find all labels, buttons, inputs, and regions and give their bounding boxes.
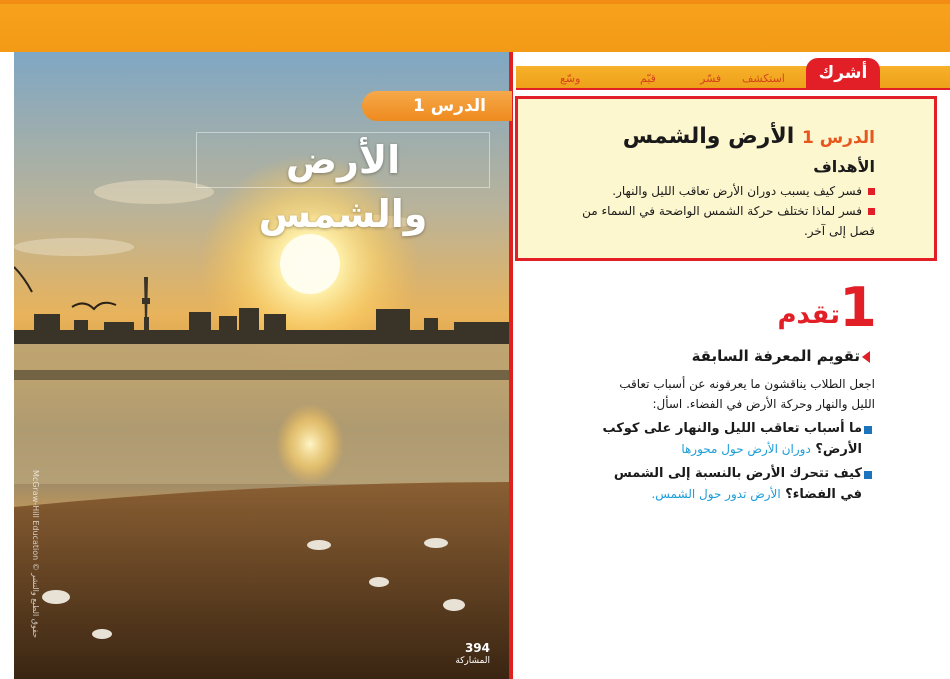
red-bullet-icon: [868, 188, 875, 195]
objectives-lesson-label: الدرس 1: [801, 128, 875, 148]
blue-bullet-icon: [864, 426, 872, 434]
nav-tab-explore[interactable]: استكشف: [742, 72, 785, 85]
objectives-heading: [530, 124, 875, 149]
objective-text: فسر كيف يسبب دوران الأرض تعاقب الليل والنهار.: [612, 184, 862, 198]
photo-title: الأرض والشمس: [196, 132, 490, 188]
focus-step-number: 1: [839, 276, 877, 339]
objective-item: [560, 181, 875, 201]
blue-bullet-icon: [864, 471, 872, 479]
top-edge-line: [0, 0, 950, 4]
answer-text: الأرض تدور حول الشمس.: [651, 487, 781, 501]
lesson-tab: الدرس 1: [362, 91, 512, 121]
section-nav: [516, 66, 950, 88]
photo-credit: McGraw-Hill Education ﻿© حقوق الطبع والنشر: [31, 470, 40, 639]
nav-tab-evaluate[interactable]: قيّم: [640, 72, 656, 85]
page-number: [438, 642, 490, 668]
question-item: [600, 463, 862, 505]
red-bullet-icon: [868, 208, 875, 215]
nav-tab-explain[interactable]: فسّر: [700, 72, 722, 85]
top-banner: [0, 0, 950, 52]
objective-item: [560, 201, 875, 241]
answer-text: دوران الأرض حول محورها: [681, 442, 811, 456]
objective-text: فسر لماذا تختلف حركة الشمس الواضحة في السماء من فصل إلى آخر.: [582, 204, 875, 238]
objectives-subtitle: الأهداف: [813, 157, 875, 176]
question-text: كيف تتحرك الأرض بالنسبة إلى الشمس في الفضاء؟: [613, 466, 862, 502]
nav-tab-extend[interactable]: وسّع: [560, 72, 581, 85]
photo-red-border: [509, 52, 513, 679]
nav-underline: [516, 88, 950, 90]
page-number-label: المشاركة: [455, 656, 490, 666]
objectives-title: الأرض والشمس: [622, 124, 795, 149]
intro-paragraph: اجعل الطلاب يناقشون ما يعرفونه عن أسباب تعاقب الليل والنهار وحركة الأرض في الفضاء. اسأل:: [619, 377, 875, 411]
question-item: [600, 418, 862, 460]
focus-step-title: تقدم: [777, 300, 840, 330]
page-number-value: 394: [464, 641, 490, 655]
lake: [14, 344, 512, 484]
flying-birds: [14, 267, 116, 309]
triangle-bullet-icon: [862, 351, 870, 363]
prior-knowledge-heading: تقويم المعرفة السابقة: [691, 347, 860, 365]
question-text: ما أسباب تعاقب الليل والنهار على كوكب الأرض؟: [602, 421, 862, 457]
nav-tab-engage[interactable]: أشرك: [806, 58, 880, 88]
